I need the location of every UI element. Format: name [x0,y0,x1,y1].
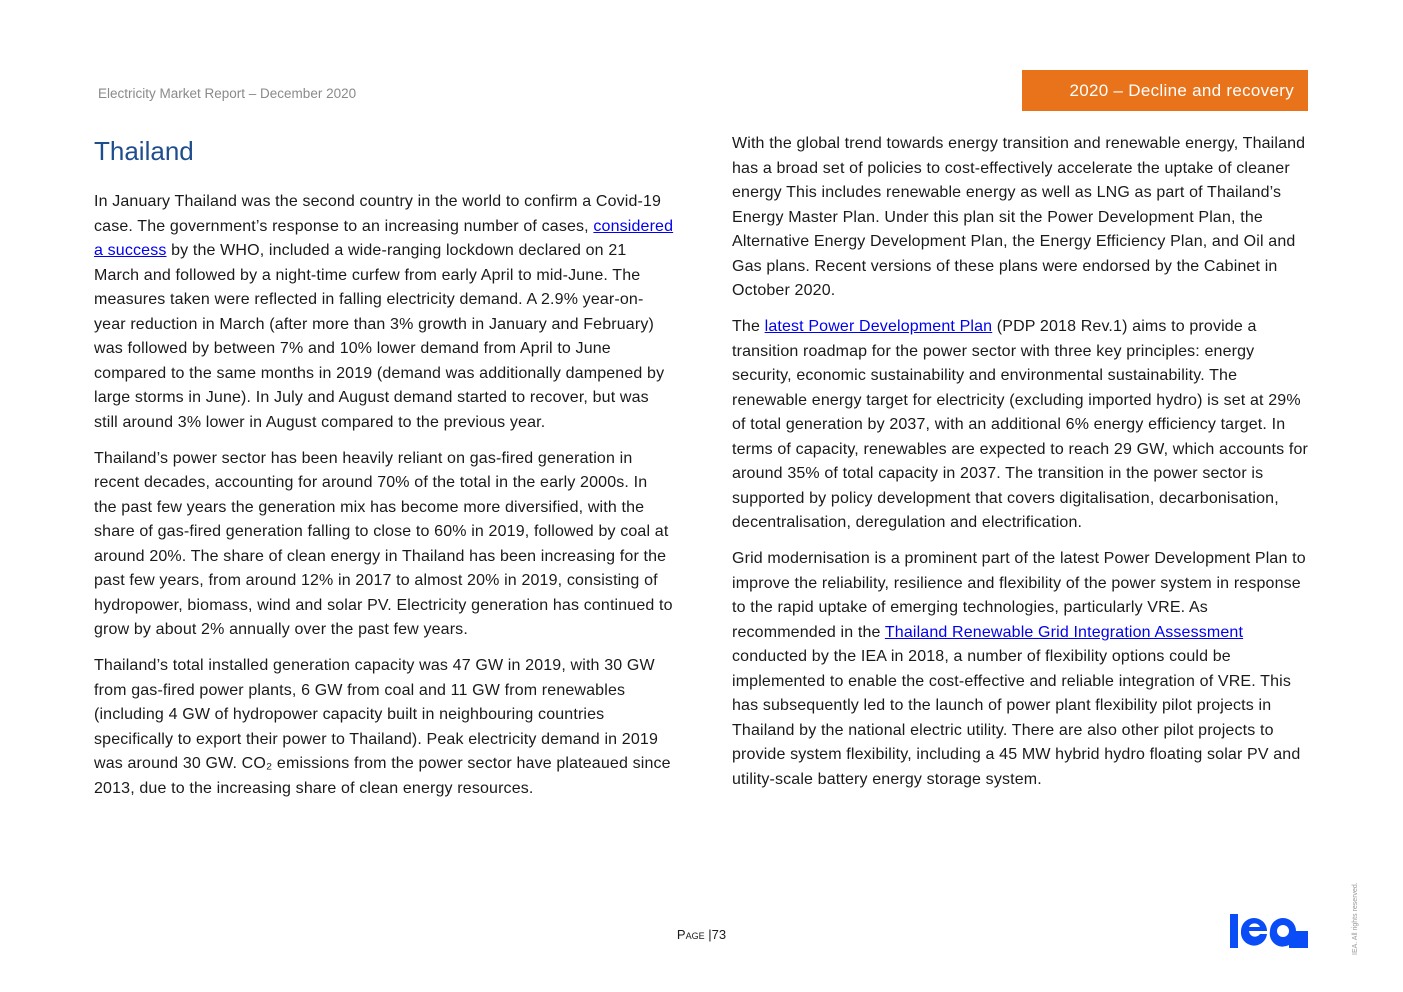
text: In January Thailand was the second country in the world to confirm a Covid-19 case. The government’s response to an increasing number of cases, [94,193,662,235]
report-title: Electricity Market Report – December 2020 [98,86,357,101]
paragraph [732,315,1310,536]
text: conducted by the IEA in 2018, a number of flexibility options could be implemented to enable the cost-effective and reliable integration of VRE. This has subsequently led to the launch of power plant flexibility pilot projects in Thailand by the national electric utility. There are also other pilot projects to provide system flexibility, including a 45 MW hybrid hydro floating solar PV and utility-scale battery energy storage system. [732,648,1301,788]
text: (PDP 2018 Rev.1) aims to provide a transition roadmap for the power sector with three key principles: energy security, economic sustainability and environmental sustainability. The renewable energy target for electricity (excluding imported hydro) is set at 29% of total generation by 2037, with an additional 6% energy efficiency target. In terms of capacity, renewables are expected to reach 29 GW, which accounts for around 35% of total capacity in 2037. The transition in the power sector is supported by policy development that covers digitalisation, decarbonisation, decentralisation, deregulation and electrification. [732,318,1308,531]
text: Grid modernisation is a prominent part of the latest Power Development Plan to improve the reliability, resilience and flexibility of the power system in response to the rapid uptake of emerging technologies, particularly VRE. As recommended in the [732,550,1306,641]
page-number [0,927,1403,942]
rights-notice: IEA. All rights reserved. [1352,882,1359,955]
page-number-value: 73 [711,927,727,942]
paragraph: Thailand’s total installed generation capacity was 47 GW in 2019, with 30 GW from gas-fired power plants, 6 GW from coal and 11 GW from renewables (including 4 GW of hydropower capacity built in neighbouring countries specifically to export their power to Thailand). Peak electricity demand in 2019 was around 30 GW. CO₂ emissions from the power sector have plateaued since 2013, due to the increasing share of clean energy resources. [94,657,671,797]
text: by the WHO, included a wide-ranging lockdown declared on 21 March and followed by a night-time curfew from early April to mid-June. The measures taken were reflected in falling electricity demand. A 2.9% year-on-year reduction in March (after more than 3% growth in January and February) was followed by between 7% and 10% lower demand from April to June compared to the same months in 2019 (demand was additionally dampened by large storms in June). In July and August demand started to recover, but was still around 3% lower in August compared to the previous year. [94,242,665,431]
paragraph [94,190,674,435]
section-tag [1022,70,1308,111]
iea-logo-icon [1230,914,1308,948]
page-separator: | [708,927,712,942]
section-label: 2020 – Decline and recovery [1069,80,1294,100]
grid-integration-assessment-link[interactable]: Thailand Renewable Grid Integration Assessment [884,623,1244,641]
power-development-plan-link[interactable]: latest Power Development Plan [764,318,993,335]
page-title: Thailand [94,136,194,166]
considered-a-success-link[interactable]: considered a success [94,217,674,259]
right-column [732,132,1310,804]
paragraph: With the global trend towards energy transition and renewable energy, Thailand has a broad set of policies to cost-effectively accelerate the uptake of cleaner energy This includes renewable energy as well as LNG as part of Thailand’s Energy Master Plan. Under this plan sit the Power Development Plan, the Alternative Energy Development Plan, the Energy Efficiency Plan, and Oil and Gas plans. Recent versions of these plans were endorsed by the Cabinet in October 2020. [732,135,1306,299]
page-label: Page [676,927,705,942]
text: The [732,318,765,335]
left-column [94,190,674,813]
paragraph: Thailand’s power sector has been heavily reliant on gas-fired generation in recent decades, accounting for around 70% of the total in the early 2000s. In the past few years the generation mix has become more diversified, with the share of gas-fired generation falling to close to 60% in 2019, followed by coal at around 20%. The share of clean energy in Thailand has been increasing for the past few years, from around 12% in 2017 to almost 20% in 2019, consisting of hydropower, biomass, wind and solar PV. Electricity generation has continued to grow by about 2% annually over the past few years. [94,449,673,638]
paragraph [732,547,1310,792]
